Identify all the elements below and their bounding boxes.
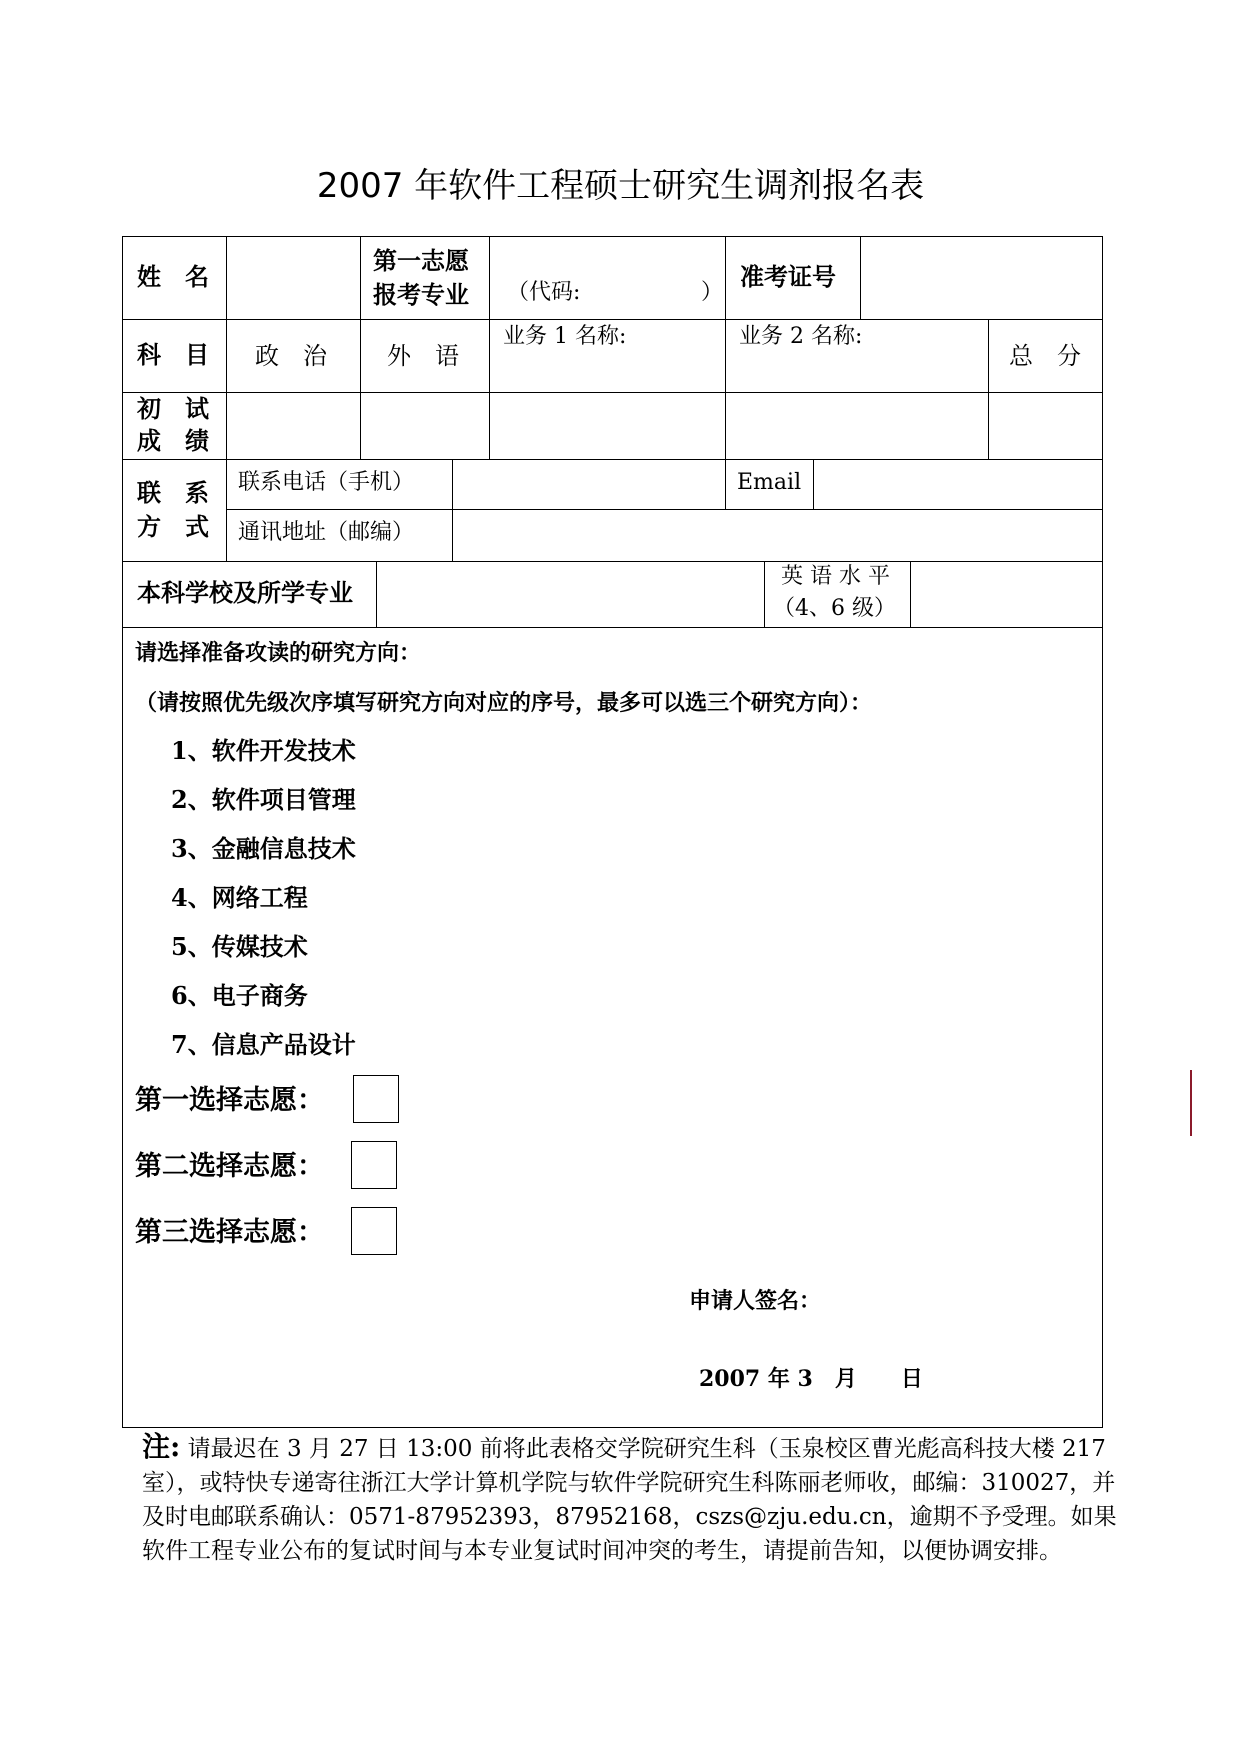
row-line (123, 392, 1102, 393)
direction-item: 2、软件项目管理 (171, 785, 356, 814)
code-label: （代码: (507, 280, 581, 305)
col-line (988, 319, 989, 459)
first-choice-prompt: 第一选择志愿： (135, 1085, 324, 1116)
registration-form (122, 236, 1103, 1428)
note (142, 1430, 1122, 1568)
directions-title: 请选择准备攻读的研究方向： (135, 640, 422, 666)
total-label: 总 分 (1009, 342, 1081, 370)
date-label: 2007 年 3 月 日 (699, 1366, 923, 1392)
third-choice-prompt: 第三选择志愿： (135, 1217, 324, 1248)
margin-mark (1190, 1070, 1192, 1136)
code-close: ） (701, 280, 724, 305)
direction-item: 7、信息产品设计 (171, 1030, 356, 1059)
form-title: 2007 年软件工程硕士研究生调剂报名表 (316, 166, 925, 206)
col-line (860, 237, 861, 319)
phone-label: 联系电话（手机） (238, 470, 415, 495)
business1-label: 业务 1 名称: (503, 324, 627, 349)
col-line (725, 237, 726, 509)
first-choice-label: 报考专业 (373, 280, 469, 309)
note-text: 请最迟在 3 月 27 日 13:00 前将此表格交学院研究生科（玉泉校区曹光彪高科技大楼 217 室），或特快专递寄往浙江大学计算机学院与软件学院研究生科陈丽老师收，邮编：310027，并及时电邮联系确认：0571-87952393，87952168，cszs@zju.edu.cn，逾期不予受理。如果软件工程专业公布的复试时间与本专业复试时间冲突的考生，请提前告知，以便协调安排。 (142, 1436, 1117, 1564)
col-line (376, 561, 377, 627)
email-label: Email (737, 470, 802, 495)
english-level-label: （4、6 级） (773, 596, 896, 621)
col-line (226, 237, 227, 561)
col-line (813, 459, 814, 509)
row-line (226, 509, 1102, 510)
politics-label: 政 治 (255, 342, 327, 370)
direction-item: 5、传媒技术 (171, 932, 308, 961)
directions-hint: （请按照优先级次序填写研究方向对应的序号，最多可以选三个研究方向）： (135, 690, 873, 716)
col-line (764, 561, 765, 627)
col-line (489, 237, 490, 459)
business2-label: 业务 2 名称: (739, 324, 863, 349)
subject-label: 科 目 (137, 340, 209, 369)
exam-id-label: 准考证号 (740, 262, 836, 291)
second-choice-box[interactable] (351, 1141, 397, 1189)
second-choice-prompt: 第二选择志愿： (135, 1151, 324, 1182)
col-line (360, 237, 361, 459)
first-choice-box[interactable] (353, 1075, 399, 1123)
direction-item: 6、电子商务 (171, 981, 308, 1010)
prelim-label: 初 试 (137, 394, 209, 423)
row-line (123, 627, 1102, 628)
english-level-label: 英 语 水 平 (781, 564, 890, 589)
address-label: 通讯地址（邮编） (238, 520, 415, 545)
school-label: 本科学校及所学专业 (137, 578, 353, 607)
direction-item: 4、网络工程 (171, 883, 308, 912)
direction-item: 3、金融信息技术 (171, 834, 356, 863)
col-line (452, 459, 453, 561)
prelim-label: 成 绩 (137, 426, 209, 455)
row-line (123, 561, 1102, 562)
third-choice-box[interactable] (351, 1207, 397, 1255)
row-line (123, 459, 1102, 460)
direction-item: 1、软件开发技术 (171, 736, 356, 765)
contact-label: 方 式 (137, 512, 209, 541)
col-line (910, 561, 911, 627)
foreign-language-label: 外 语 (387, 342, 459, 370)
contact-label: 联 系 (137, 478, 209, 507)
first-choice-label: 第一志愿 (373, 246, 469, 275)
note-lead: 注: (142, 1430, 181, 1463)
name-label: 姓 名 (137, 262, 209, 291)
row-line (123, 319, 1102, 320)
signature-label: 申请人签名： (689, 1288, 822, 1314)
